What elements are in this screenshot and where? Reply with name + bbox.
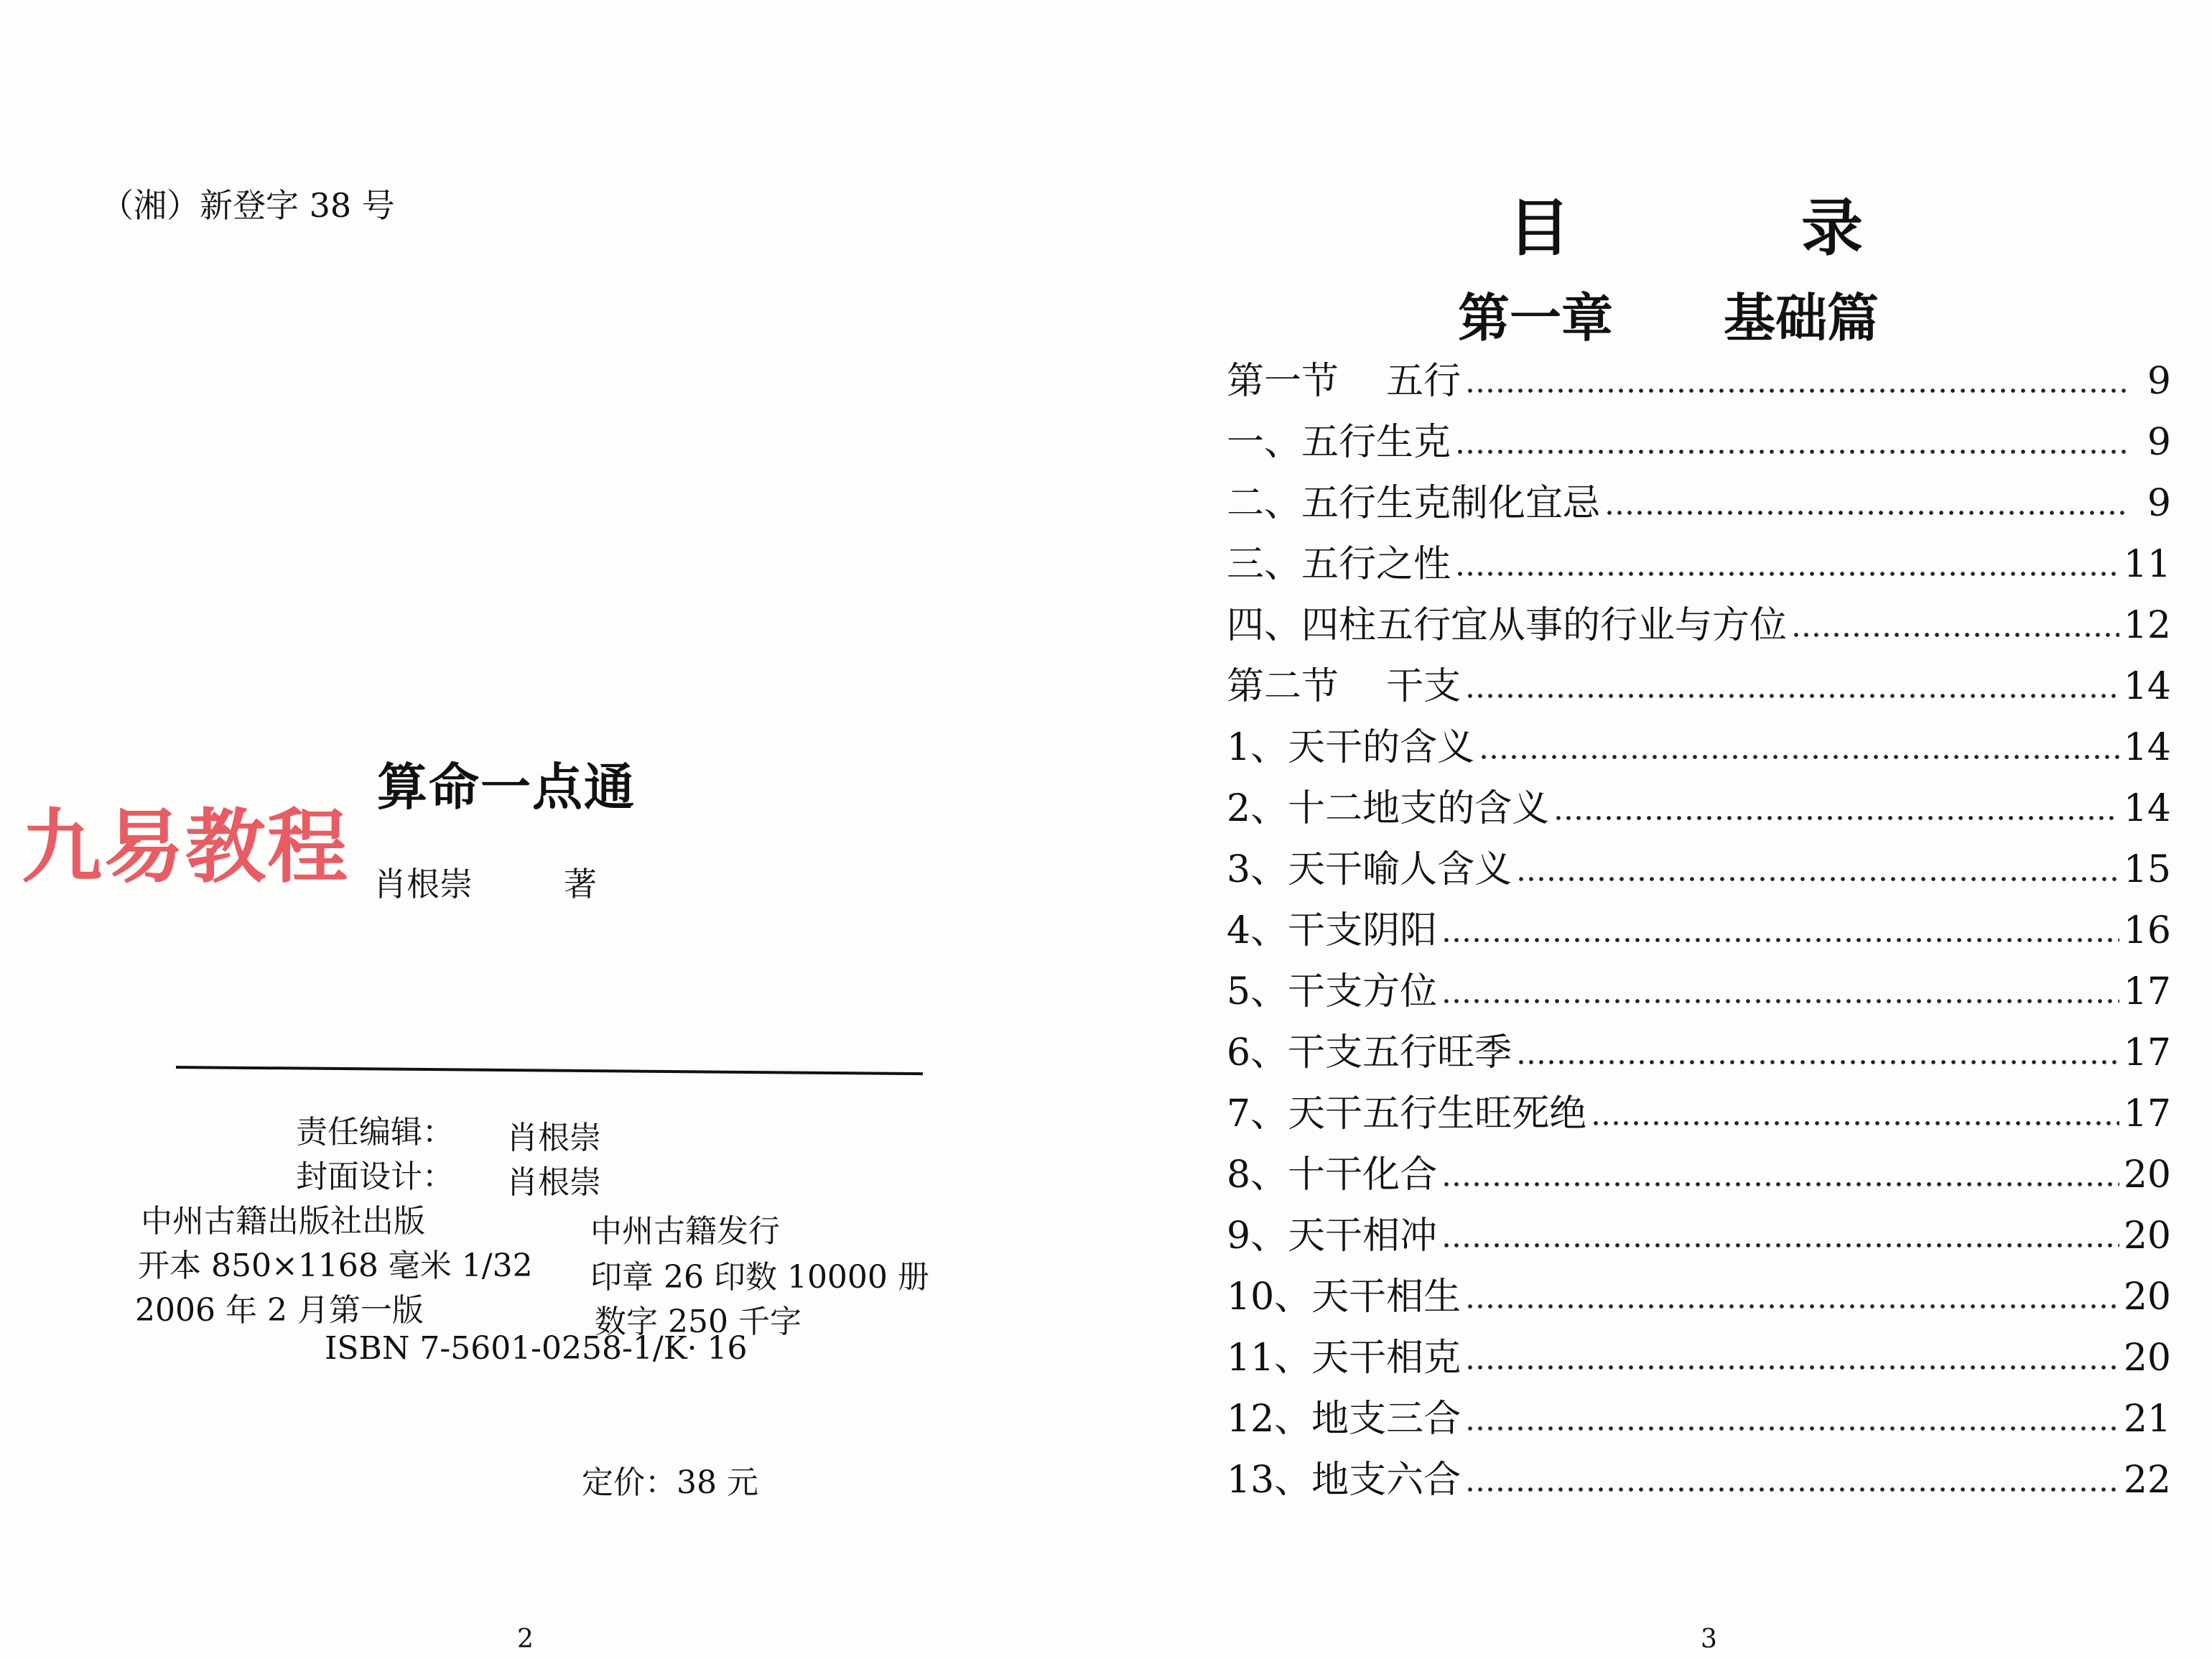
toc-entry-label: 7、天干五行生旺死绝 (1227, 1092, 1587, 1135)
toc-entry-page: 21 (2123, 1398, 2171, 1441)
toc-leader-dots (1465, 1487, 2119, 1492)
toc-entry-label: 12、地支三合 (1227, 1398, 1462, 1441)
toc-leader-dots (1441, 1242, 2119, 1248)
book-format: 开本 850×1168 毫米 1/32 (138, 1247, 533, 1284)
toc-entry-page: 22 (2123, 1459, 2171, 1502)
toc-entry-page: 20 (2123, 1275, 2171, 1319)
toc-entry-label: 13、地支六合 (1227, 1459, 1462, 1502)
toc-entry-page: 11 (2123, 543, 2171, 586)
page-number-right: 3 (1701, 1625, 1717, 1654)
toc-entry (1227, 1083, 2171, 1135)
toc-entry-label: 第一节 五行 (1227, 360, 1462, 403)
toc-entry-page: 20 (2123, 1153, 2171, 1196)
toc-leader-dots (1465, 1304, 2119, 1309)
toc-entry-label: 10、天干相生 (1227, 1275, 1462, 1319)
toc-entry (1227, 1449, 2171, 1502)
toc-entry-page: 14 (2123, 726, 2171, 769)
registration-number: （湘）新登字 38 号 (101, 186, 395, 225)
edition: 2006 年 2 月第一版 (135, 1292, 424, 1329)
toc-title-lu: 录 (1801, 192, 1863, 264)
chapter-number: 第一章 (1458, 287, 1614, 348)
toc-entry-label: 三、五行之性 (1227, 543, 1451, 586)
toc-leader-dots (1791, 632, 2119, 638)
divider-rule (176, 1066, 923, 1075)
toc-entry-page: 9 (2147, 421, 2171, 464)
author-role: 著 (564, 865, 597, 903)
isbn: ISBN 7-5601-0258-1/K· 16 (325, 1330, 748, 1367)
publisher: 中州古籍出版社出版 (141, 1203, 425, 1240)
toc-leader-dots (1479, 754, 2119, 760)
toc-leader-dots (1465, 693, 2119, 699)
toc-entry (1227, 778, 2171, 830)
toc-entry-page: 16 (2123, 909, 2171, 952)
toc-entry-page: 20 (2123, 1337, 2171, 1380)
toc-entry-page: 9 (2147, 482, 2171, 525)
toc-entry-page: 17 (2123, 970, 2171, 1013)
toc-entry-page: 9 (2147, 360, 2171, 403)
toc-entry-page: 12 (2123, 604, 2171, 647)
cover-design-label: 封面设计： (296, 1158, 454, 1195)
toc-entry-label: 第二节 干支 (1227, 665, 1462, 708)
toc-leader-dots (1465, 1426, 2119, 1431)
toc-entry (1227, 717, 2171, 769)
toc-leader-dots (1441, 998, 2119, 1004)
toc-entry-label: 11、天干相克 (1227, 1337, 1462, 1380)
toc-entry-label: 4、干支阴阳 (1227, 909, 1438, 952)
toc-entry-page: 14 (2123, 787, 2171, 830)
toc-leader-dots (1441, 1181, 2119, 1187)
toc-entry (1227, 1266, 2171, 1319)
toc-entry (1227, 900, 2171, 952)
cover-design-name: 肖根崇 (506, 1164, 601, 1201)
toc-leader-dots (1441, 937, 2119, 943)
toc-entry (1227, 473, 2171, 525)
toc-entry (1227, 534, 2171, 586)
toc-entry (1227, 839, 2171, 891)
toc-entry-page: 17 (2123, 1092, 2171, 1135)
toc-entry (1227, 1022, 2171, 1074)
toc-entry-label: 3、天干喻人含义 (1227, 848, 1512, 891)
toc-entry-label: 6、干支五行旺季 (1227, 1031, 1512, 1074)
toc-entry (1227, 350, 2171, 403)
toc-entry (1227, 1327, 2171, 1380)
word-count: 数字 250 千字 (595, 1304, 801, 1340)
toc-entry (1227, 595, 2171, 647)
toc-leader-dots (1516, 1059, 2119, 1065)
watermark-logo: 九易教程 (22, 801, 349, 894)
toc-entry-label: 四、四柱五行宜从事的行业与方位 (1227, 604, 1788, 647)
toc-entry-label: 9、天干相冲 (1227, 1214, 1438, 1258)
toc-leader-dots (1465, 1365, 2119, 1370)
print-info: 印章 26 印数 10000 册 (590, 1259, 929, 1296)
toc-entry-label: 5、干支方位 (1227, 970, 1438, 1013)
toc-leader-dots (1591, 1120, 2119, 1126)
editor-name: 肖根崇 (506, 1120, 601, 1156)
toc-leader-dots (1553, 815, 2119, 821)
distributor: 中州古籍发行 (590, 1213, 780, 1250)
toc-leader-dots (1516, 876, 2119, 882)
toc-leader-dots (1455, 449, 2128, 455)
toc-leader-dots (1604, 510, 2128, 516)
toc-entry (1227, 1144, 2171, 1196)
toc-leader-dots (1455, 571, 2119, 577)
toc-entry (1227, 656, 2171, 708)
toc-entry (1227, 961, 2171, 1013)
toc-entry-page: 14 (2123, 665, 2171, 708)
editor-label: 责任编辑： (296, 1114, 454, 1151)
toc-entry-page: 20 (2123, 1214, 2171, 1258)
toc-entry (1227, 1388, 2171, 1441)
price: 定价：38 元 (582, 1464, 758, 1501)
chapter-title: 基础篇 (1724, 287, 1879, 348)
toc-entry-label: 一、五行生克 (1227, 421, 1451, 464)
book-title: 算命一点通 (377, 757, 636, 817)
toc-entry-label: 二、五行生克制化宜忌 (1227, 482, 1601, 525)
toc-entry (1227, 1205, 2171, 1258)
toc-leader-dots (1465, 388, 2128, 394)
toc-entry-label: 1、天干的含义 (1227, 726, 1475, 769)
toc-title-mu: 目 (1508, 192, 1570, 264)
toc-entry-page: 17 (2123, 1031, 2171, 1074)
toc-entry (1227, 412, 2171, 464)
toc-entry-label: 8、十干化合 (1227, 1153, 1438, 1196)
toc-entry-page: 15 (2123, 848, 2171, 891)
author-name: 肖根崇 (373, 865, 473, 903)
page-number-left: 2 (517, 1625, 534, 1654)
toc-entry-label: 2、十二地支的含义 (1227, 787, 1550, 830)
